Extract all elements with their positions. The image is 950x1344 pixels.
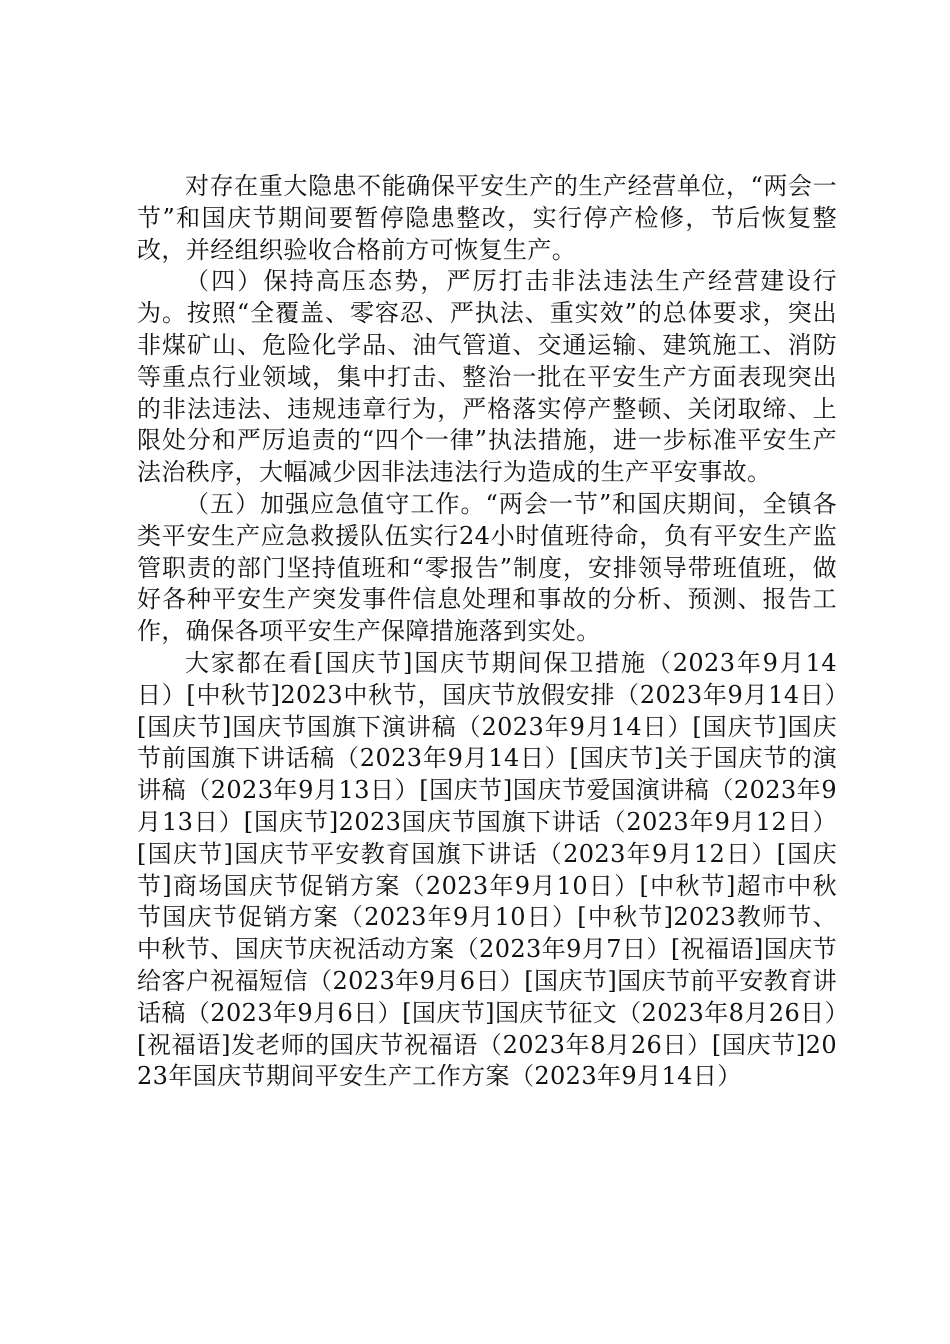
document-body — [137, 171, 837, 1093]
paragraph-emergency-duty: （五）加强应急值守工作。“两会一节”和国庆期间，全镇各类平安生产应急救援队伍实行24小时值班待命，负有平安生产监管职责的部门坚持值班和“零报告”制度，安排领导带班值班，做好各种平安生产突发事件信息处理和事故的分析、预测、报告工作，确保各项平安生产保障措施落到实处。 — [137, 489, 837, 646]
paragraph-crackdown-illegal: （四）保持高压态势，严厉打击非法违法生产经营建设行为。按照“全覆盖、零容忍、严执法、重实效”的总体要求，突出非煤矿山、危险化学品、油气管道、交通运输、建筑施工、消防等重点行业领域，集中打击、整治一批在平安生产方面表现突出的非法违法、违规违章行为，严格落实停产整顿、关闭取缔、上限处分和严厉追责的“四个一律”执法措施，进一步标准平安生产法治秩序，大幅减少因非法违法行为造成的生产平安事故。 — [137, 267, 837, 487]
paragraph-suspend-production: 对存在重大隐患不能确保平安生产的生产经营单位，“两会一节”和国庆节期间要暂停隐患整改，实行停产检修，节后恢复整改，并经组织验收合格前方可恢复生产。 — [137, 172, 837, 264]
paragraph-related-articles: 大家都在看[国庆节]国庆节期间保卫措施（2023年9月14日）[中秋节]2023中秋节，国庆节放假安排（2023年9月14日）[国庆节]国庆节国旗下演讲稿（2023年9月14日）[国庆节]国庆节前国旗下讲话稿（2023年9月14日）[国庆节]关于国庆节的演讲稿（2023年9月13日）[国庆节]国庆节爱国演讲稿（2023年9月13日）[国庆节]2023国庆节国旗下讲话（2023年9月12日）[国庆节]国庆节平安教育国旗下讲话（2023年9月12日）[国庆节]商场国庆节促销方案（2023年9月10日）[中秋节]超市中秋节国庆节促销方案（2023年9月10日）[中秋节]2023教师节、中秋节、国庆节庆祝活动方案（2023年9月7日）[祝福语]国庆节给客户祝福短信（2023年9月6日）[国庆节]国庆节前平安教育讲话稿（2023年9月6日）[国庆节]国庆节征文（2023年8月26日）[祝福语]发老师的国庆节祝福语（2023年8月26日）[国庆节]2023年国庆节期间平安生产工作方案（2023年9月14日） — [137, 648, 837, 1091]
